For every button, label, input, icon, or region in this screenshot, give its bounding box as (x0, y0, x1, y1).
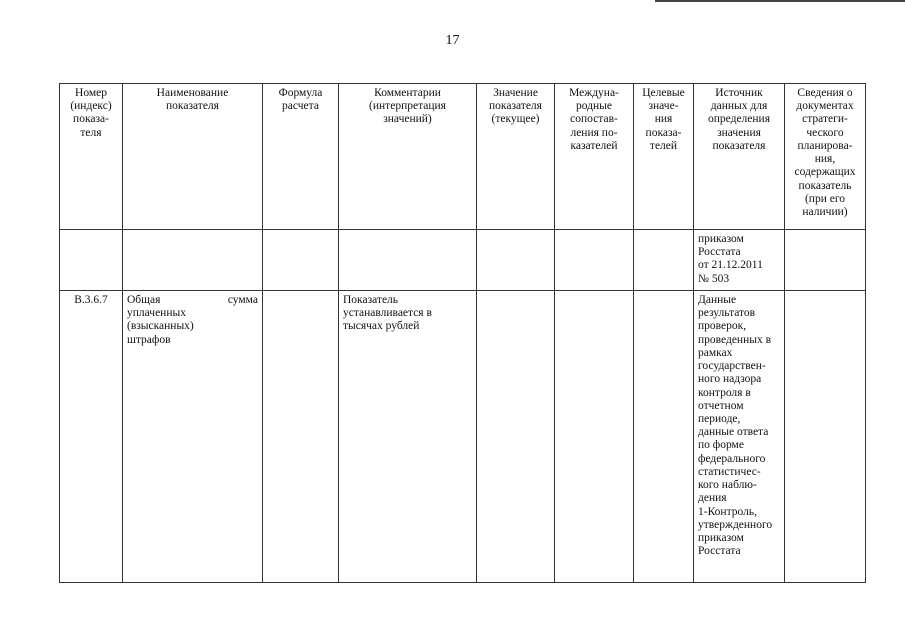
name-line: Общая сумма (127, 294, 258, 306)
header-strategic-docs: Сведения о документах стратеги- ческого планирова- ния, содержащих показатель (при его наличии) (785, 84, 866, 230)
cell-source-continuation: приказом Росстата от 21.12.2011 № 503 (694, 230, 785, 291)
table-header-row (60, 84, 866, 230)
name-rest: уплаченных (взысканных) штрафов (127, 307, 194, 346)
cell-empty (263, 230, 339, 291)
header-comments: Комментарии (интерпретация значений) (339, 84, 477, 230)
indicator-table (59, 83, 866, 583)
cell-empty (634, 230, 694, 291)
cell-empty (123, 230, 263, 291)
cell-empty (785, 230, 866, 291)
cell-formula (263, 291, 339, 583)
cell-empty (60, 230, 123, 291)
header-target-values: Целевые значе- ния показа- телей (634, 84, 694, 230)
cell-empty (477, 230, 555, 291)
cell-source: Данные результатов проверок, проведенных в рамках государствен- ного надзора контроля в отчетном периоде, данные ответа по форме федерального статистичес- кого наблю- дения 1-Контроль, утвержденного приказом Росстата (694, 291, 785, 583)
cell-name (123, 291, 263, 583)
header-international: Междуна- родные сопостав- ления по- казателей (555, 84, 634, 230)
header-index: Номер (индекс) показа- теля (60, 84, 123, 230)
cell-target (634, 291, 694, 583)
header-current-value: Значение показателя (текущее) (477, 84, 555, 230)
header-data-source: Источник данных для определения значения показателя (694, 84, 785, 230)
cell-docs (785, 291, 866, 583)
table-row (60, 230, 866, 291)
cell-value (477, 291, 555, 583)
page-number: 17 (445, 33, 460, 48)
cell-international (555, 291, 634, 583)
cell-empty (555, 230, 634, 291)
scan-edge-line (655, 0, 905, 2)
header-name: Наименование показателя (123, 84, 263, 230)
cell-empty (339, 230, 477, 291)
cell-comment: Показатель устанавливается в тысячах рублей (339, 291, 477, 583)
cell-index: В.3.6.7 (60, 291, 123, 583)
header-formula: Формула расчета (263, 84, 339, 230)
table-row (60, 291, 866, 583)
